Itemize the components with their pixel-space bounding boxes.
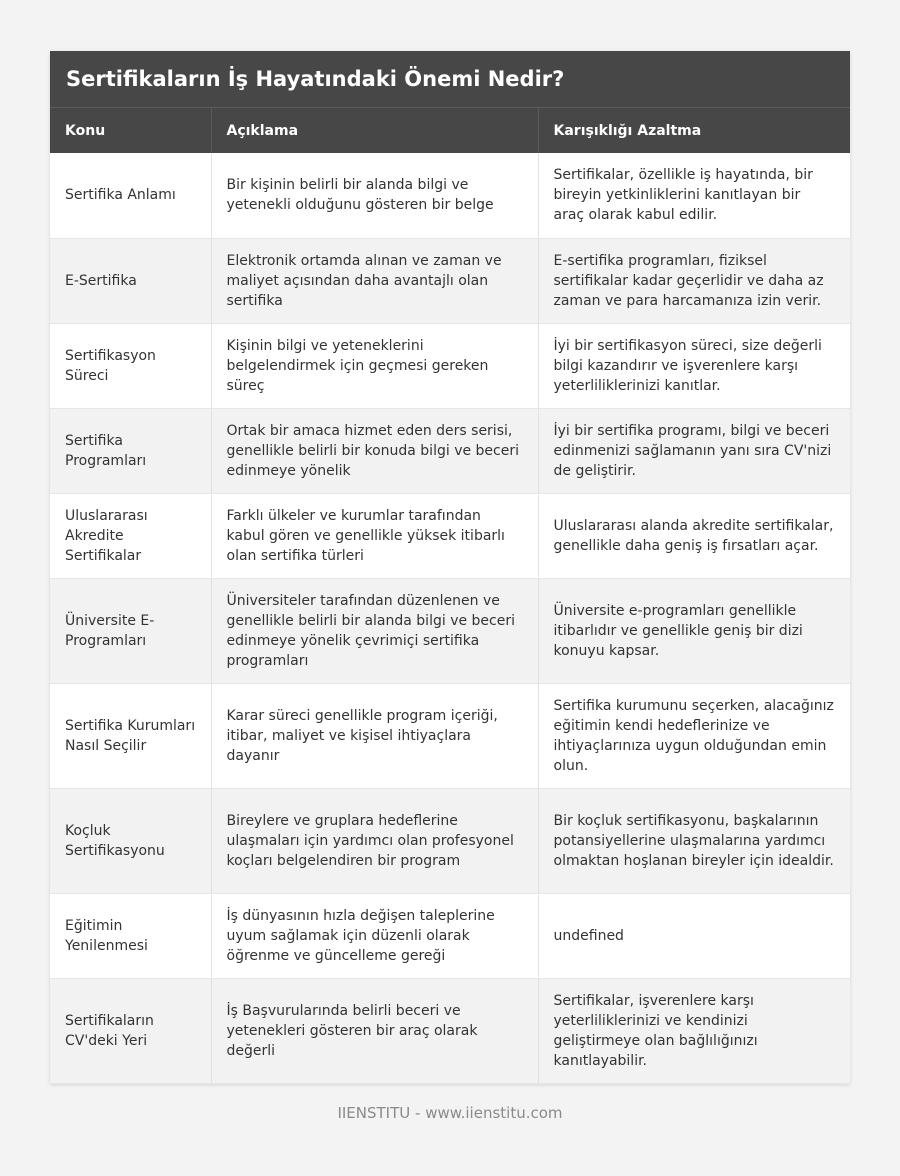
table-cell: Sertifikaların CV'deki Yeri [50, 978, 211, 1083]
table-cell: E-sertifika programları, fiziksel sertifikalar kadar geçerlidir ve daha az zaman ve para harcamanıza izin verir. [538, 238, 850, 323]
table-cell: Ortak bir amaca hizmet eden ders serisi, genellikle belirli bir konuda bilgi ve beceri edinmeye yönelik [211, 408, 538, 493]
page-title: Sertifikaların İş Hayatındaki Önemi Nedir? [66, 67, 565, 91]
table-cell: Kişinin bilgi ve yeteneklerini belgelendirmek için geçmesi gereken süreç [211, 323, 538, 408]
table-row [50, 493, 850, 578]
table-row [50, 323, 850, 408]
table-cell: Üniversite e-programları genellikle itibarlıdır ve genellikle geniş bir dizi konuyu kapsar. [538, 578, 850, 683]
table-row [50, 153, 850, 238]
table-cell: Sertifika Programları [50, 408, 211, 493]
table-row [50, 788, 850, 893]
table-cell: Sertifika kurumunu seçerken, alacağınız eğitimin kendi hedeflerinize ve ihtiyaçlarınıza uygun olduğundan emin olun. [538, 683, 850, 788]
table-row [50, 683, 850, 788]
table-cell: undefined [538, 893, 850, 978]
table-cell: İş dünyasının hızla değişen taleplerine uyum sağlamak için düzenli olarak öğrenme ve güncelleme gereği [211, 893, 538, 978]
table-row [50, 978, 850, 1083]
table-row [50, 578, 850, 683]
table-cell: Sertifikasyon Süreci [50, 323, 211, 408]
data-table [50, 108, 850, 1084]
table-cell: E-Sertifika [50, 238, 211, 323]
table-cell: Eğitimin Yenilenmesi [50, 893, 211, 978]
table-row [50, 238, 850, 323]
table-cell: Bir kişinin belirli bir alanda bilgi ve yetenekli olduğunu gösteren bir belge [211, 153, 538, 238]
table-cell: Uluslararası Akredite Sertifikalar [50, 493, 211, 578]
table-cell: İyi bir sertifikasyon süreci, size değerli bilgi kazandırır ve işverenlere karşı yeterliliklerinizi kanıtlar. [538, 323, 850, 408]
table-cell: Sertifika Kurumları Nasıl Seçilir [50, 683, 211, 788]
column-header-konu: Konu [50, 108, 211, 153]
table-cell: İyi bir sertifika programı, bilgi ve beceri edinmenizi sağlamanın yanı sıra CV'nizi de geliştirir. [538, 408, 850, 493]
column-header-aciklama: Açıklama [211, 108, 538, 153]
table-cell: Koçluk Sertifikasyonu [50, 788, 211, 893]
table-cell: Sertifika Anlamı [50, 153, 211, 238]
title-bar [50, 51, 850, 108]
footer-credit: IIENSTITU - www.iienstitu.com [337, 1104, 563, 1122]
table-card [50, 51, 850, 1084]
table-cell: Uluslararası alanda akredite sertifikalar, genellikle daha geniş iş fırsatları açar. [538, 493, 850, 578]
table-cell: Üniversite E-Programları [50, 578, 211, 683]
table-cell: Elektronik ortamda alınan ve zaman ve maliyet açısından daha avantajlı olan sertifika [211, 238, 538, 323]
table-cell: Üniversiteler tarafından düzenlenen ve genellikle belirli bir alanda bilgi ve beceri edinmeye yönelik çevrimiçi sertifika programları [211, 578, 538, 683]
table-cell: İş Başvurularında belirli beceri ve yetenekleri gösteren bir araç olarak değerli [211, 978, 538, 1083]
table-row [50, 893, 850, 978]
table-row [50, 408, 850, 493]
column-header-karisikligi-azaltma: Karışıklığı Azaltma [538, 108, 850, 153]
table-cell: Karar süreci genellikle program içeriği, itibar, maliyet ve kişisel ihtiyaçlara dayanır [211, 683, 538, 788]
table-cell: Bir koçluk sertifikasyonu, başkalarının potansiyellerine ulaşmalarına yardımcı olmaktan hoşlanan bireyler için idealdir. [538, 788, 850, 893]
header-row [50, 108, 850, 153]
table-cell: Sertifikalar, özellikle iş hayatında, bir bireyin yetkinliklerini kanıtlayan bir araç olarak kabul edilir. [538, 153, 850, 238]
table-cell: Bireylere ve gruplara hedeflerine ulaşmaları için yardımcı olan profesyonel koçları belgelendiren bir program [211, 788, 538, 893]
table-cell: Farklı ülkeler ve kurumlar tarafından kabul gören ve genellikle yüksek itibarlı olan sertifika türleri [211, 493, 538, 578]
table-cell: Sertifikalar, işverenlere karşı yeterliliklerinizi ve kendinizi geliştirmeye olan bağlılığınızı kanıtlayabilir. [538, 978, 850, 1083]
